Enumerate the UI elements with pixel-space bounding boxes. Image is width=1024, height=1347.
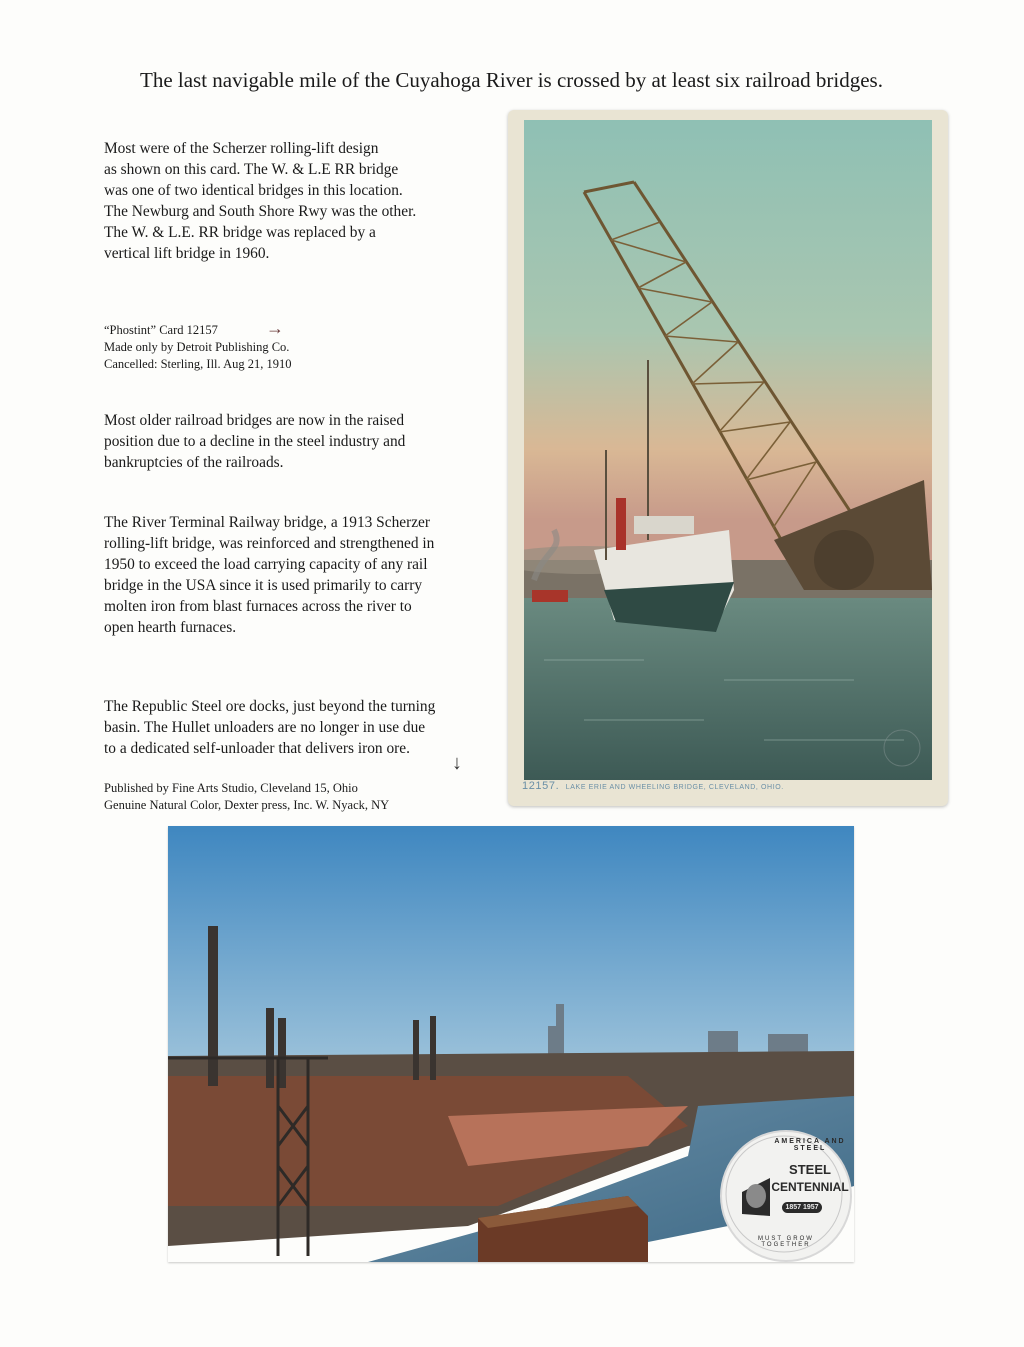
text-line: Published by Fine Arts Studio, Cleveland 15, Ohio — [104, 781, 358, 795]
seal-top-text: AMERICA AND STEEL — [774, 1138, 846, 1152]
text-line: The Newburg and South Shore Rwy was the other. — [104, 203, 417, 220]
text-line: The Republic Steel ore docks, just beyond the turning — [104, 698, 436, 715]
right-arrow-icon: → — [266, 318, 284, 338]
postcard-caption — [522, 780, 932, 792]
publisher-info — [104, 780, 504, 814]
text-line: Most older railroad bridges are now in the raised — [104, 412, 405, 429]
text-line: The River Terminal Railway bridge, a 1913 Scherzer — [104, 514, 431, 531]
seal-line-steel: STEEL — [789, 1162, 831, 1177]
postcard-bridge — [508, 110, 948, 806]
paragraph-ore-docks — [104, 696, 494, 759]
text-line: 1950 to exceed the load carrying capacity of any rail — [104, 556, 428, 573]
text-line: was one of two identical bridges in this location. — [104, 182, 403, 199]
postcard-steel-mills — [168, 826, 854, 1262]
paragraph-scherzer-design — [104, 138, 494, 264]
card-number: 12157. — [522, 780, 560, 792]
text-line: vertical lift bridge in 1960. — [104, 245, 270, 262]
text-line: Genuine Natural Color, Dexter press, Inc. W. Nyack, NY — [104, 798, 390, 812]
text-line: as shown on this card. The W. & L.E RR bridge — [104, 161, 399, 178]
text-line: to a dedicated self-unloader that delivers iron ore. — [104, 740, 410, 757]
bridge-ship-illustration — [524, 120, 932, 780]
text-line: Cancelled: Sterling, Ill. Aug 21, 1910 — [104, 357, 292, 371]
text-line: Most were of the Scherzer rolling-lift design — [104, 140, 379, 157]
text-line: bridge in the USA since it is used primarily to carry — [104, 577, 423, 594]
seal-bottom-text: MUST GROW TOGETHER — [758, 1236, 814, 1248]
text-line: basin. The Hullet unloaders are no longer in use due — [104, 719, 426, 736]
text-line: bankruptcies of the railroads. — [104, 454, 284, 471]
text-line: “Phostint” Card 12157 — [104, 323, 218, 337]
steel-centennial-seal — [720, 1130, 852, 1262]
text-line: The W. & L.E. RR bridge was replaced by a — [104, 224, 376, 241]
down-arrow-icon: ↓ — [452, 752, 462, 774]
paragraph-raised-bridges — [104, 410, 494, 473]
text-line: Made only by Detroit Publishing Co. — [104, 340, 290, 354]
seal-years: 1857 1957 — [782, 1202, 822, 1213]
text-line: position due to a decline in the steel industry and — [104, 433, 406, 450]
card-info — [104, 322, 464, 373]
text-line: molten iron from blast furnaces across the river to — [104, 598, 412, 615]
text-line: open hearth furnaces. — [104, 619, 237, 636]
seal-line-centennial: CENTENNIAL — [771, 1180, 849, 1194]
paragraph-river-terminal — [104, 512, 494, 638]
page-title: The last navigable mile of the Cuyahoga River is crossed by at least six railroad bridges. — [140, 68, 883, 92]
caption-text: LAKE ERIE AND WHEELING BRIDGE, CLEVELAND, OHIO. — [565, 784, 784, 791]
text-line: rolling-lift bridge, was reinforced and strengthened in — [104, 535, 435, 552]
